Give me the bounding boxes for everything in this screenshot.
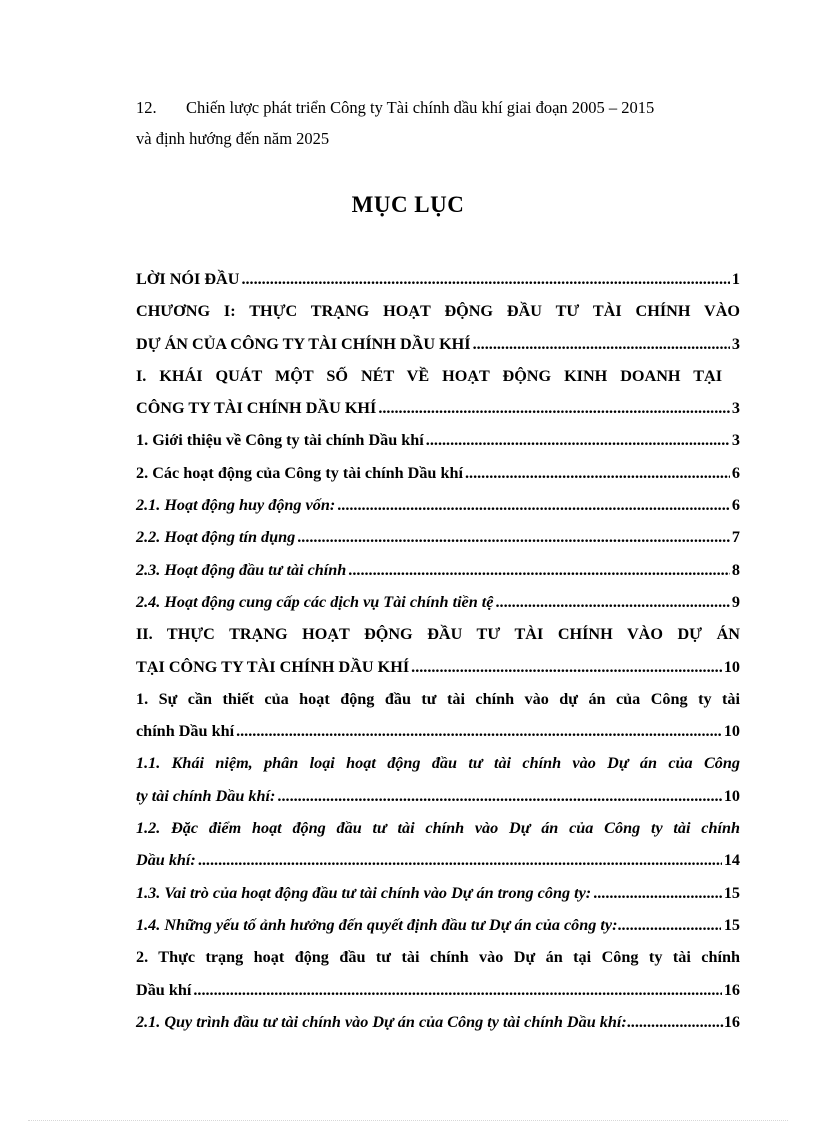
toc-entry-text: 2.1. Quy trình đầu tư tài chính vào Dự án của Công ty tài chính Dầu khí: <box>136 1012 627 1031</box>
toc-entry[interactable] <box>136 424 740 456</box>
toc-entry[interactable] <box>136 457 740 489</box>
toc-entry[interactable]: CHƯƠNG I: THỰC TRẠNG HOẠT ĐỘNG ĐẦU TƯ TÀI CHÍNH VÀO <box>136 302 740 321</box>
toc-entry[interactable] <box>136 1006 740 1038</box>
toc-dot-leader <box>411 651 722 683</box>
toc-entry-text: 2.2. Hoạt động tín dụng <box>136 528 296 547</box>
toc-page-number: 1 <box>731 270 740 288</box>
table-of-contents <box>136 263 740 1038</box>
toc-page-number: 10 <box>723 786 740 805</box>
toc-page-number: 6 <box>731 496 740 515</box>
toc-entry[interactable]: II. THỰC TRẠNG HOẠT ĐỘNG ĐẦU TƯ TÀI CHÍNH VÀO DỰ ÁN <box>136 625 740 644</box>
page-title: MỤC LỤC <box>351 192 465 217</box>
toc-entry-continuation[interactable] <box>136 392 740 424</box>
toc-entry[interactable] <box>136 263 740 295</box>
toc-dot-leader <box>378 392 730 424</box>
toc-page-number: 15 <box>723 883 740 902</box>
toc-dot-leader <box>465 457 730 489</box>
toc-entry-continuation[interactable] <box>136 974 740 1006</box>
toc-dot-leader <box>473 328 730 360</box>
toc-page-number: 3 <box>731 334 740 353</box>
toc-page-number: 6 <box>731 463 740 482</box>
toc-page-number: 9 <box>731 592 740 611</box>
toc-entry-text: CÔNG TY TÀI CHÍNH DẦU KHÍ <box>136 399 377 418</box>
toc-page-number: 8 <box>731 560 740 579</box>
toc-dot-leader <box>236 715 722 747</box>
toc-entry-continuation[interactable] <box>136 651 740 683</box>
toc-dot-leader <box>348 554 730 586</box>
reference-text-1: Chiến lược phát triển Công ty Tài chính dầu khí giai đoạn 2005 – 2015 <box>186 98 655 117</box>
toc-entry[interactable] <box>136 909 740 941</box>
reference-line-1 <box>136 92 740 123</box>
toc-entry[interactable]: 1.1. Khái niệm, phân loại hoạt động đầu tư tài chính vào Dự án của Công <box>136 754 740 773</box>
toc-entry[interactable]: 1. Sự cần thiết của hoạt động đầu tư tài chính vào dự án của Công ty tài <box>136 689 740 708</box>
toc-entry-text: TẠI CÔNG TY TÀI CHÍNH DẦU KHÍ <box>136 657 410 676</box>
toc-page-number: 3 <box>731 399 740 418</box>
toc-dot-leader <box>277 780 721 812</box>
toc-entry[interactable]: 2. Thực trạng hoạt động đầu tư tài chính vào Dự án tại Công ty tài chính <box>136 948 740 967</box>
toc-entry-text: Dầu khí <box>136 980 192 999</box>
toc-entry[interactable] <box>136 586 740 618</box>
toc-entry-text: 1.3. Vai trò của hoạt động đầu tư tài chính vào Dự án trong công ty: <box>136 883 592 902</box>
toc-entry-text: Dầu khí: <box>136 851 196 870</box>
toc-page-number: 16 <box>723 980 740 999</box>
toc-entry-text: chính Dầu khí <box>136 722 235 741</box>
reference-line-2: và định hướng đến năm 2025 <box>136 129 330 148</box>
toc-entry-text: 2.4. Hoạt động cung cấp các dịch vụ Tài chính tiền tệ <box>136 592 494 611</box>
toc-dot-leader <box>193 974 721 1006</box>
toc-entry[interactable] <box>136 554 740 586</box>
toc-page-number: 10 <box>723 657 740 676</box>
toc-entry-text: 2. Các hoạt động của Công ty tài chính Dầu khí <box>136 463 463 482</box>
toc-entry[interactable] <box>136 877 740 909</box>
toc-entry[interactable]: 1.2. Đặc điểm hoạt động đầu tư tài chính vào Dự án của Công ty tài chính <box>136 819 740 838</box>
toc-entry-text: 2.1. Hoạt động huy động vốn: <box>136 496 336 515</box>
toc-entry[interactable]: I. KHÁI QUÁT MỘT SỐ NÉT VỀ HOẠT ĐỘNG KINH DOANH TẠI <box>136 366 722 385</box>
toc-entry-text: 2.3. Hoạt động đầu tư tài chính <box>136 560 347 579</box>
toc-entry-continuation[interactable] <box>136 844 740 876</box>
toc-dot-leader <box>241 263 729 295</box>
toc-page-number: 7 <box>731 528 740 547</box>
footer-divider <box>28 1120 788 1121</box>
toc-page-number: 16 <box>723 1012 740 1031</box>
toc-page-number: 10 <box>723 722 740 741</box>
toc-entry-text: ty tài chính Dầu khí: <box>136 786 276 805</box>
toc-page-number: 14 <box>723 851 740 870</box>
toc-entry-text: 1.4. Những yếu tố ảnh hưởng đến quyết định đầu tư Dự án của công ty: <box>136 915 618 934</box>
toc-dot-leader <box>198 844 722 876</box>
toc-entry-continuation[interactable] <box>136 780 740 812</box>
toc-entry-text: DỰ ÁN CỦA CÔNG TY TÀI CHÍNH DẦU KHÍ <box>136 334 471 353</box>
toc-dot-leader <box>337 489 730 521</box>
toc-dot-leader <box>627 1006 724 1038</box>
reference-entry <box>136 92 740 154</box>
toc-dot-leader <box>426 424 730 456</box>
toc-page-number: 3 <box>731 431 740 450</box>
toc-entry[interactable] <box>136 489 740 521</box>
toc-dot-leader <box>495 586 729 618</box>
reference-number: 12. <box>136 98 157 117</box>
toc-entry-text: LỜI NÓI ĐẦU <box>136 270 240 288</box>
toc-dot-leader <box>297 521 730 553</box>
toc-entry[interactable] <box>136 521 740 553</box>
toc-entry-continuation[interactable] <box>136 715 740 747</box>
toc-page-number: 15 <box>723 915 740 934</box>
toc-entry-continuation[interactable] <box>136 328 740 360</box>
toc-dot-leader <box>617 909 720 941</box>
toc-entry-text: 1. Giới thiệu về Công ty tài chính Dầu khí <box>136 431 424 450</box>
toc-dot-leader <box>593 877 722 909</box>
